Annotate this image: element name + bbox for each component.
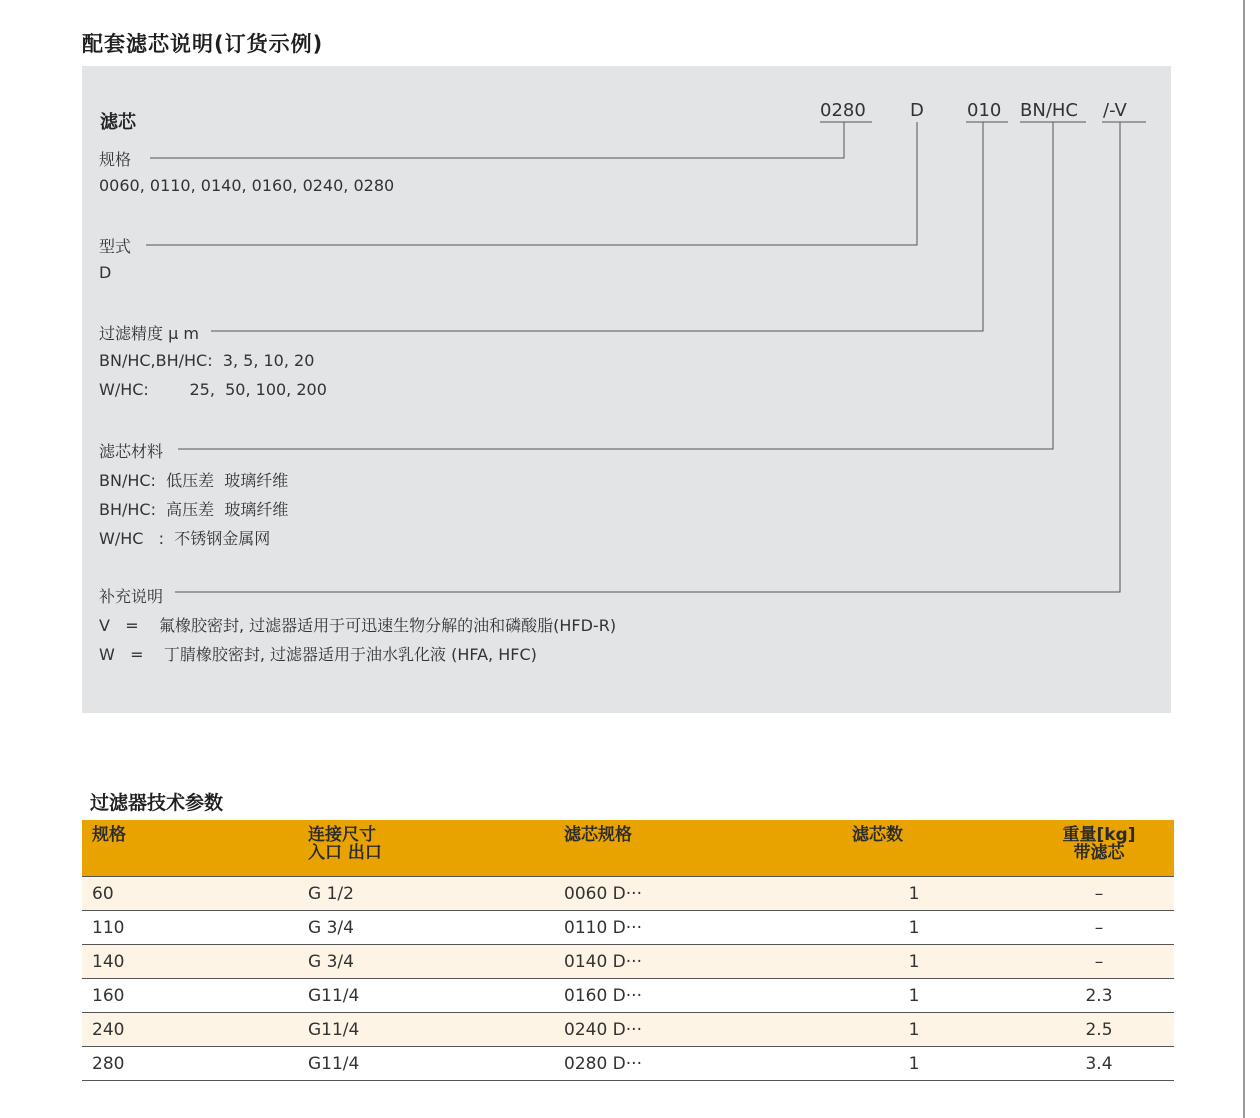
cell-size: 140 <box>82 945 298 979</box>
table-row <box>82 911 1174 945</box>
cell-element: 0110 D··· <box>554 911 804 945</box>
cell-size: 280 <box>82 1047 298 1081</box>
cell-weight: – <box>1024 911 1174 945</box>
cell-element: 0160 D··· <box>554 979 804 1013</box>
cell-size: 240 <box>82 1013 298 1047</box>
table-row <box>82 877 1174 911</box>
table-row <box>82 945 1174 979</box>
cell-count: 1 <box>804 877 1024 911</box>
page-edge-rule <box>1243 0 1245 1118</box>
note-line-1: V = 氟橡胶密封, 过滤器适用于可迅速生物分解的油和磷酸脂(HFD-R) <box>99 616 617 635</box>
cell-connection: G11/4 <box>298 1013 554 1047</box>
cell-count: 1 <box>804 979 1024 1013</box>
cell-connection: G11/4 <box>298 1047 554 1081</box>
cell-element: 0060 D··· <box>554 877 804 911</box>
material-line-2: BH/HC: 高压差 玻璃纤维 <box>99 500 289 519</box>
cell-size: 60 <box>82 877 298 911</box>
label-material: 滤芯材料 <box>99 442 164 461</box>
header-element-count: 滤芯数 <box>852 825 903 845</box>
precision-line-2: W/HC: 25, 50, 100, 200 <box>99 380 327 399</box>
cell-count: 1 <box>804 911 1024 945</box>
cell-weight: 2.3 <box>1024 979 1174 1013</box>
precision-line-1: BN/HC,BH/HC: 3, 5, 10, 20 <box>99 351 315 370</box>
table-row <box>82 1047 1174 1081</box>
cell-element: 0240 D··· <box>554 1013 804 1047</box>
cell-count: 1 <box>804 1013 1024 1047</box>
table-row <box>82 979 1174 1013</box>
cell-size: 160 <box>82 979 298 1013</box>
connector-size <box>150 122 844 158</box>
cell-weight: – <box>1024 877 1174 911</box>
tech-params-title: 过滤器技术参数 <box>90 792 224 814</box>
cell-connection: G 3/4 <box>298 945 554 979</box>
header-weight: 重量[kg] 带滤芯 <box>1062 825 1136 863</box>
code-note: /-V <box>1103 100 1127 121</box>
label-precision: 过滤精度 μ m <box>99 324 199 343</box>
code-size: 0280 <box>820 100 866 121</box>
cell-element: 0280 D··· <box>554 1047 804 1081</box>
cell-weight: 3.4 <box>1024 1047 1174 1081</box>
code-type: D <box>910 100 924 121</box>
connector-material <box>178 122 1053 449</box>
ordering-example-panel <box>82 66 1171 713</box>
material-line-1: BN/HC: 低压差 玻璃纤维 <box>99 471 289 490</box>
header-connection: 连接尺寸 入口 出口 <box>308 825 382 863</box>
connector-precision <box>211 122 983 331</box>
cell-element: 0140 D··· <box>554 945 804 979</box>
cell-count: 1 <box>804 945 1024 979</box>
table-row <box>82 1013 1174 1047</box>
panel-heading: 滤芯 <box>100 112 136 133</box>
material-line-3: W/HC : 不锈钢金属网 <box>99 529 271 548</box>
size-values: 0060, 0110, 0140, 0160, 0240, 0280 <box>99 176 395 195</box>
table-header-row <box>82 820 1174 877</box>
code-material: BN/HC <box>1020 100 1078 121</box>
cell-connection: G11/4 <box>298 979 554 1013</box>
header-element-size: 滤芯规格 <box>564 825 632 845</box>
label-note: 补充说明 <box>99 587 164 606</box>
cell-weight: 2.5 <box>1024 1013 1174 1047</box>
note-line-2: W = 丁腈橡胶密封, 过滤器适用于油水乳化液 (HFA, HFC) <box>99 645 537 664</box>
page-title: 配套滤芯说明(订货示例) <box>82 32 324 56</box>
label-size: 规格 <box>99 150 132 169</box>
cell-size: 110 <box>82 911 298 945</box>
code-precision: 010 <box>967 100 1002 121</box>
header-size: 规格 <box>92 825 126 845</box>
cell-connection: G 1/2 <box>298 877 554 911</box>
cell-connection: G 3/4 <box>298 911 554 945</box>
cell-count: 1 <box>804 1047 1024 1081</box>
label-type: 型式 <box>99 237 132 256</box>
cell-weight: – <box>1024 945 1174 979</box>
type-values: D <box>99 263 112 282</box>
tech-params-table <box>82 820 1174 1081</box>
